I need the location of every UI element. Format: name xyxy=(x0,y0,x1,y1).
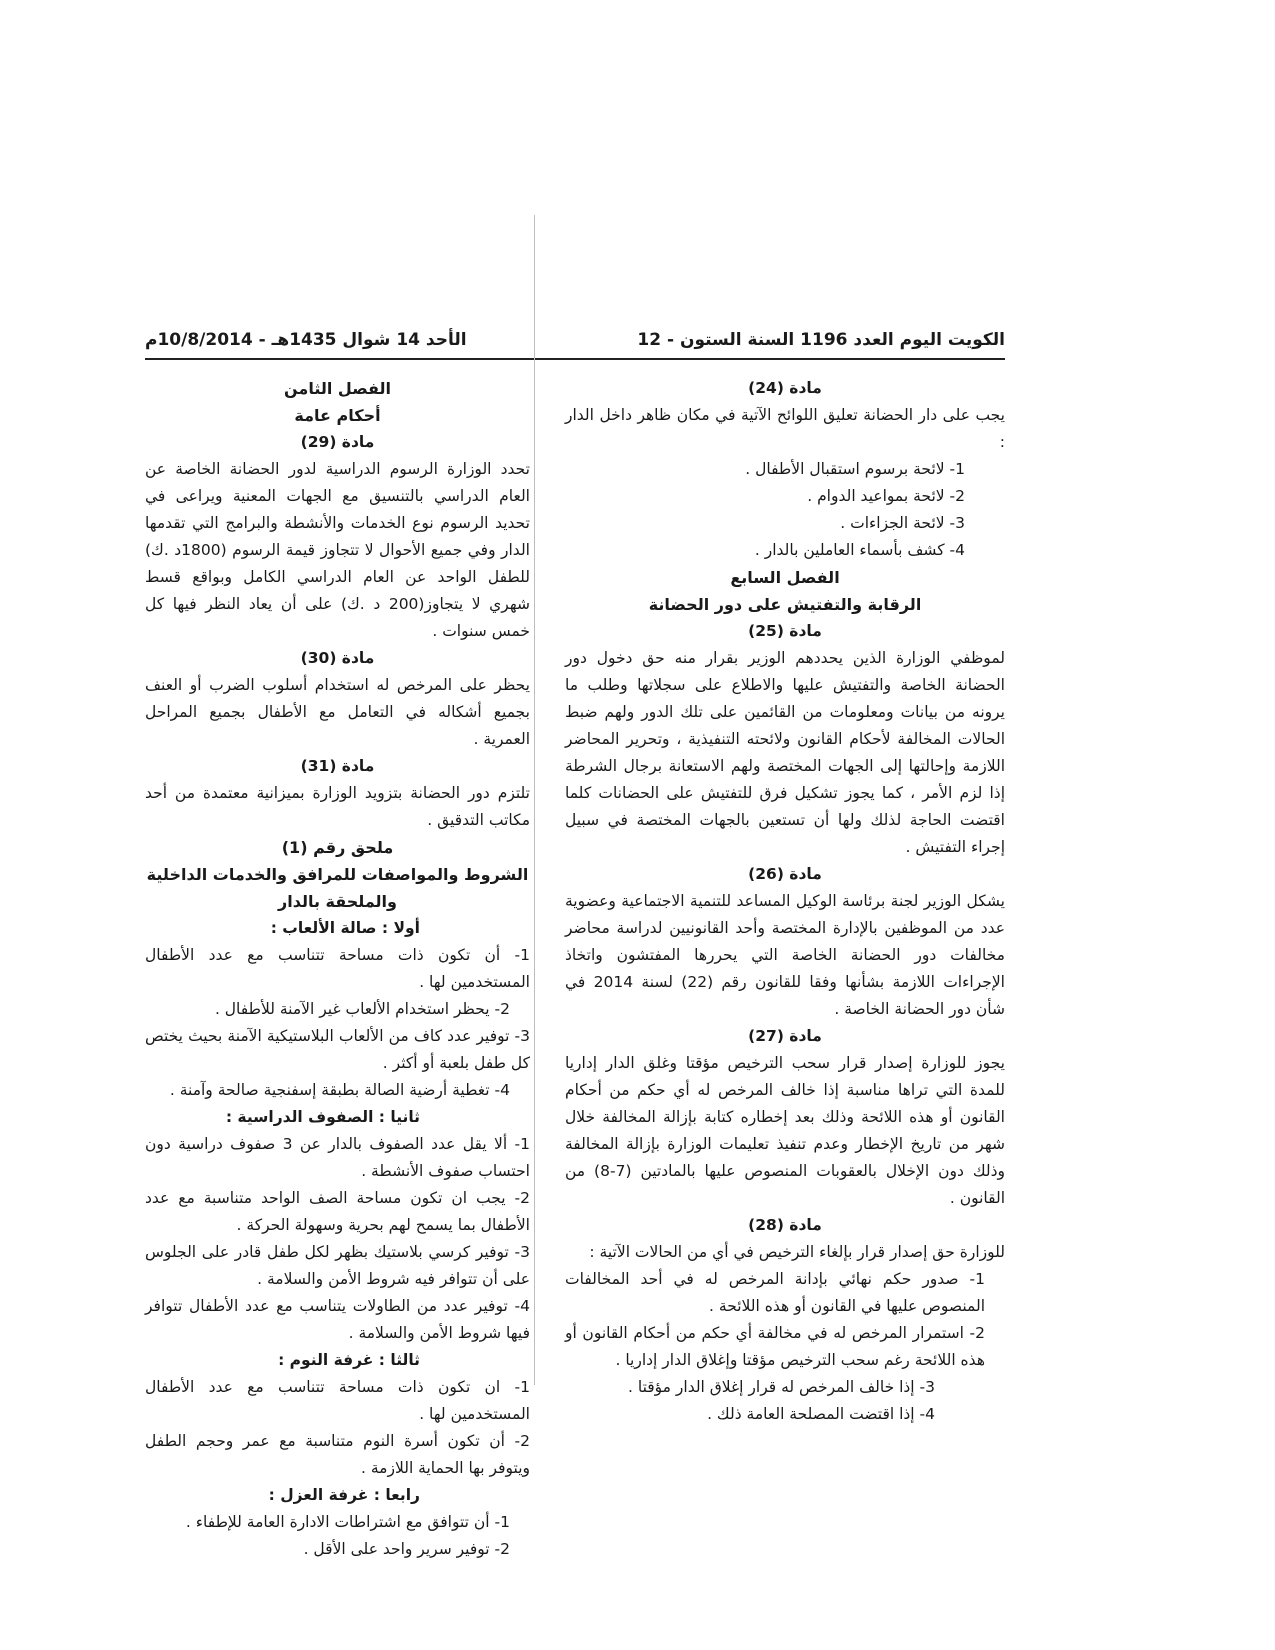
section-1-item: 1- أن تكون ذات مساحة تتناسب مع عدد الأطفال المستخدمين لها . xyxy=(145,946,530,991)
article-24-item: 2- لائحة بمواعيد الدوام . xyxy=(807,487,965,505)
article-26-title: مادة (26) xyxy=(748,865,822,883)
article-24-item: 3- لائحة الجزاءات . xyxy=(840,514,965,532)
article-26-text: يشكل الوزير لجنة برئاسة الوكيل المساعد للتنمية الاجتماعية وعضوية عدد من الموظفين بالإدارة المختصة وأحد القانونيين لدراسة محاضر مخالفات دور الحضانة الخاصة التي يحررها المفتشون واتخاذ الإجراءات اللازمة بشأنها وفقا للقانون رقم (22) لسنة 2014 في شأن دور الحضانة الخاصة . xyxy=(565,892,1005,1018)
article-30-title: مادة (30) xyxy=(300,649,375,667)
article-27-title: مادة (27) xyxy=(748,1027,822,1045)
column-divider xyxy=(534,215,535,1385)
annex-title: ملحق رقم (1) xyxy=(281,838,394,857)
chapter-7-title: الفصل السابع xyxy=(730,568,840,587)
section-4-title: رابعا : غرفة العزل : xyxy=(268,1486,420,1504)
section-3-item: 2- أن تكون أسرة النوم متناسبة مع عمر وحجم الطفل ويتوفر بها الحماية اللازمة . xyxy=(145,1432,530,1477)
article-28-item: 4- إذا اقتضت المصلحة العامة ذلك . xyxy=(707,1405,935,1423)
chapter-7-subtitle: الرقابة والتفتيش على دور الحضانة xyxy=(648,595,922,614)
section-1-item: 2- يحظر استخدام الألعاب غير الآمنة للأطفال . xyxy=(214,1000,510,1018)
article-24-item: 4- كشف بأسماء العاملين بالدار . xyxy=(754,541,965,559)
section-3-title: ثالثا : غرفة النوم : xyxy=(278,1351,420,1369)
header-rule xyxy=(145,358,1005,360)
section-2-item: 2- يجب ان تكون مساحة الصف الواحد متناسبة مع عدد الأطفال بما يسمح لهم بحرية وسهولة الحركة . xyxy=(145,1189,530,1234)
article-29-text: تحدد الوزارة الرسوم الدراسية لدور الحضانة الخاصة عن العام الدراسي بالتنسيق مع الجهات المعنية ويراعى في تحديد الرسوم نوع الخدمات والأنشطة والبرامج التي تقدمها الدار وفي جميع الأحوال لا تتجاوز قيمة الرسوم (1800د .ك) للطفل الواحد عن العام الدراسي الكامل وبواقع قسط شهري لا يتجاوز(200 د .ك) على أن يعاد النظر فيها كل خمس سنوات . xyxy=(145,460,530,640)
section-1-item: 4- تغطية أرضية الصالة بطبقة إسفنجية صالحة وآمنة . xyxy=(169,1081,510,1099)
left-column xyxy=(145,375,530,1563)
article-28-item: 2- استمرار المرخص له في مخالفة أي حكم من أحكام القانون أو هذه اللائحة رغم سحب الترخيص مؤقتا وإغلاق الدار إداريا . xyxy=(565,1324,985,1369)
section-2-item: 3- توفير كرسي بلاستيك بظهر لكل طفل قادر على الجلوس على أن تتوافر فيه شروط الأمن والسلامة . xyxy=(145,1243,530,1288)
section-4-item: 1- أن تتوافق مع اشتراطات الادارة العامة للإطفاء . xyxy=(185,1513,510,1531)
article-25-title: مادة (25) xyxy=(748,622,822,640)
article-28-item: 3- إذا خالف المرخص له قرار إغلاق الدار مؤقتا . xyxy=(628,1378,935,1396)
section-3-item: 1- ان تكون ذات مساحة تتناسب مع عدد الأطفال المستخدمين لها . xyxy=(145,1378,530,1423)
header-date: الأحد 14 شوال 1435هـ - 10/8/2014م xyxy=(145,330,467,350)
section-1-item: 3- توفير عدد كاف من الألعاب البلاستيكية الآمنة بحيث يختص كل طفل بلعبة أو أكثر . xyxy=(145,1027,530,1072)
section-1-title: أولا : صالة الألعاب : xyxy=(270,919,420,937)
chapter-8-title: الفصل الثامن xyxy=(284,379,391,398)
article-24-item: 1- لائحة برسوم استقبال الأطفال . xyxy=(745,460,965,478)
article-27-text: يجوز للوزارة إصدار قرار سحب الترخيص مؤقتا وغلق الدار إداريا للمدة التي تراها مناسبة إذا خالف المرخص له أي حكم من أحكام القانون أو هذه اللائحة وذلك بعد إخطاره كتابة بإزالة المخالفة خلال شهر من تاريخ الإخطار وعدم تنفيذ تعليمات الوزارة بإزالة المخالفة وذلك دون الإخلال بالعقوبات المنصوص عليها بالمادتين (7-8) من القانون . xyxy=(565,1054,1005,1207)
section-2-item: 4- توفير عدد من الطاولات يتناسب مع عدد الأطفال تتوافر فيها شروط الأمن والسلامة . xyxy=(145,1297,530,1342)
header-publication-info: الكويت اليوم العدد 1196 السنة الستون - 12 xyxy=(637,330,1005,350)
page-header xyxy=(145,330,1005,360)
article-28-text: للوزارة حق إصدار قرار بإلغاء الترخيص في أي من الحالات الآتية : xyxy=(589,1243,1005,1261)
chapter-8-subtitle: أحكام عامة xyxy=(294,406,381,425)
section-4-item: 2- توفير سرير واحد على الأقل . xyxy=(303,1540,510,1558)
article-28-item: 1- صدور حكم نهائي بإدانة المرخص له في أحد المخالفات المنصوص عليها في القانون أو هذه اللائحة . xyxy=(565,1270,985,1315)
article-24-text: يجب على دار الحضانة تعليق اللوائح الآتية في مكان ظاهر داخل الدار : xyxy=(565,406,1005,451)
article-31-title: مادة (31) xyxy=(300,757,375,775)
annex-subtitle: الشروط والمواصفات للمرافق والخدمات الداخلية والملحقة بالدار xyxy=(146,865,529,911)
right-column xyxy=(565,375,1005,1428)
article-30-text: يحظر على المرخص له استخدام أسلوب الضرب أو العنف بجميع أشكاله في التعامل مع الأطفال بجميع المراحل العمرية . xyxy=(145,676,530,748)
article-24-title: مادة (24) xyxy=(748,379,822,397)
section-2-title: ثانيا : الصفوف الدراسية : xyxy=(225,1108,420,1126)
article-29-title: مادة (29) xyxy=(300,433,375,451)
article-31-text: تلتزم دور الحضانة بتزويد الوزارة بميزانية معتمدة من أحد مكاتب التدقيق . xyxy=(145,784,530,829)
article-28-title: مادة (28) xyxy=(748,1216,822,1234)
article-25-text: لموظفي الوزارة الذين يحددهم الوزير بقرار منه حق دخول دور الحضانة الخاصة والتفتيش عليها والاطلاع على سجلاتها وطلب ما يرونه من بيانات ومعلومات من القائمين على تلك الدور ولهم ضبط الحالات المخالفة لأحكام القانون ولائحته التنفيذية ، وتحرير المحاضر اللازمة وإحالتها إلى الجهات المختصة ولهم الاستعانة برجال الشرطة إذا لزم الأمر ، كما يجوز تشكيل فرق للتفتيش على الحضانات كلما اقتضت الحاجة لذلك ولها أن تستعين بالجهات المختصة في سبيل إجراء التفتيش . xyxy=(565,649,1005,856)
section-2-item: 1- ألا يقل عدد الصفوف بالدار عن 3 صفوف دراسية دون احتساب صفوف الأنشطة . xyxy=(145,1135,530,1180)
